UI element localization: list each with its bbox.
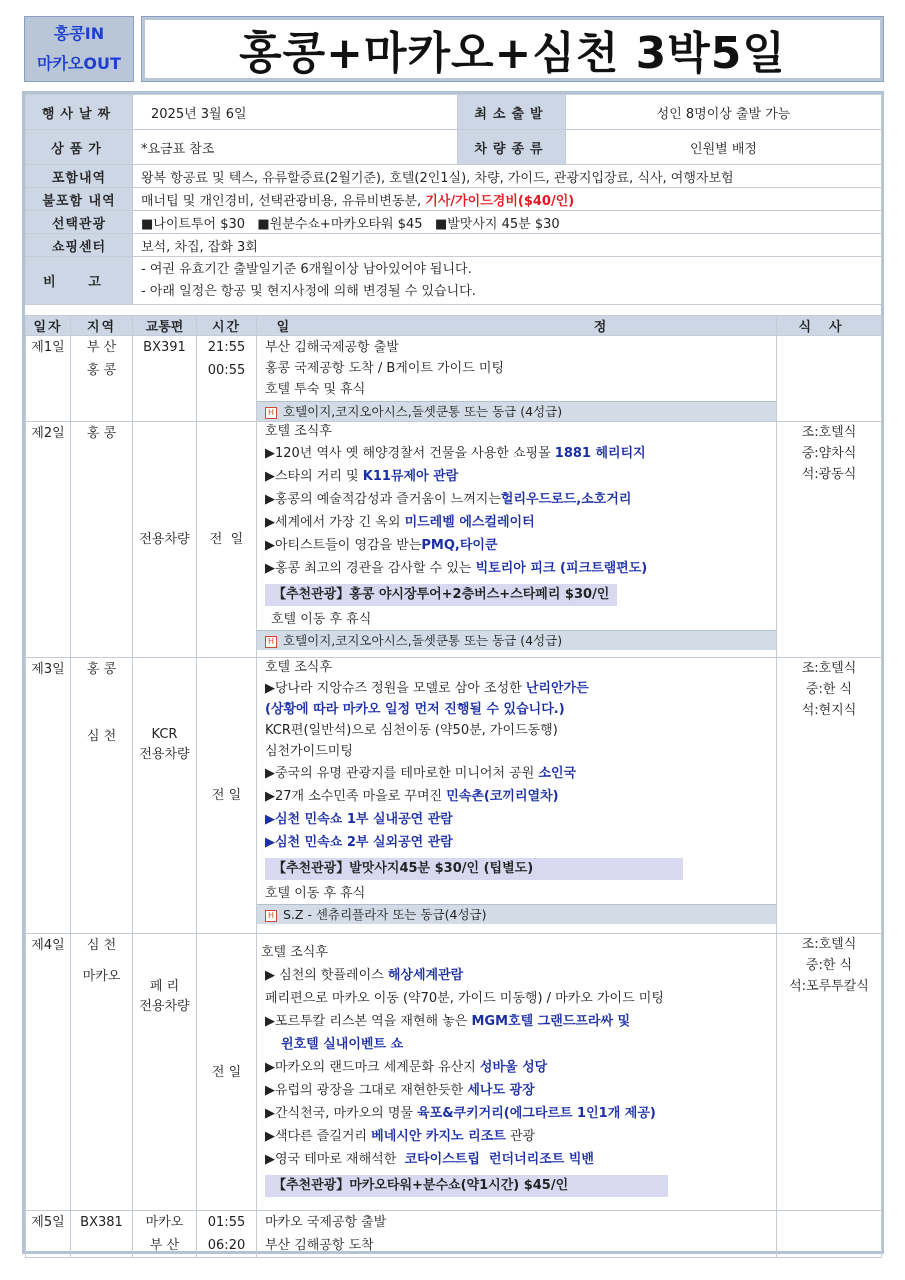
- highlight: 1881 헤리티지: [554, 446, 646, 461]
- page-title: 홍콩+마카오+심천 3박5일: [145, 20, 880, 78]
- highlight: 난리안가든: [525, 681, 589, 696]
- date-value: 2025년 3월 6일: [133, 95, 458, 130]
- flight-number: BX381: [80, 1215, 123, 1230]
- recommended-tour: 【추천관광】발맛사지45분 $30/인 (팁별도): [265, 858, 683, 880]
- schedule-line: ▶홍콩 최고의 경관을 감사할 수 있는 빅토리아 피크 (피크트램편도): [265, 561, 648, 576]
- schedule-line: ▶세계에서 가장 긴 옥외 미드레벨 에스컬레이터: [265, 515, 535, 530]
- day-label: 제5일: [31, 1215, 65, 1230]
- time: 전 일: [211, 788, 242, 803]
- min-departure-value: 성인 8명이상 출발 가능: [566, 95, 882, 130]
- info-row-shopping: [26, 234, 882, 257]
- time: 전 일: [209, 532, 244, 547]
- option-value: ■나이트투어 $30 ■원분수쇼+마카오타워 $45 ■발맛사지 45분 $30: [133, 211, 882, 234]
- schedule-line: ▶영국 테마로 재해석한 코타이스트립 런더너리조트 빅밴: [265, 1152, 594, 1167]
- schedule-line: 호텔 이동 후 휴식: [271, 612, 372, 627]
- vehicle-label: 차량종류: [458, 130, 566, 165]
- schedule-line: ▶포르투칼 리스본 역을 재현해 놓은 MGM호텔 그랜드프라싸 및: [265, 1014, 631, 1029]
- meal-dinner: 석:포루투칼식: [789, 979, 869, 994]
- region: 부 산: [86, 340, 117, 355]
- region: 홍 콩: [86, 662, 117, 677]
- recommended-tour: 【추천관광】마카오타워+분수쇼(약1시간) $45/인: [265, 1175, 668, 1197]
- day-label: 제3일: [31, 662, 65, 677]
- highlight: K11뮤제아 관람: [362, 469, 459, 484]
- hotel-info: [257, 904, 776, 924]
- highlight: MGM호텔 그랜드프라싸 및: [471, 1014, 631, 1029]
- day-row-4: [26, 934, 882, 1211]
- schedule-line: ▶색다른 즐길거리 베네시안 카지노 리조트 관광: [265, 1129, 536, 1144]
- highlight: 헐리우드로드,소호거리: [500, 492, 632, 507]
- date-label: 행사날짜: [26, 95, 133, 130]
- info-row-price: [26, 130, 882, 165]
- include-value: 왕복 항공료 및 텍스, 유류할증료(2월기준), 호텔(2인1실), 차량, 가이드, 관광지입장료, 식사, 여행자보험: [133, 165, 882, 188]
- schedule-line: ▶심천 민속쇼 2부 실외공연 관람: [265, 835, 453, 850]
- time: 전 일: [211, 1064, 242, 1080]
- schedule-line: ▶유럽의 광장을 그대로 재현한듯한 세나도 광장: [265, 1083, 535, 1098]
- meal-breakfast: 조:호텔식: [801, 661, 857, 676]
- day-row-3: [26, 658, 882, 934]
- highlight: 세나도 광장: [467, 1083, 535, 1098]
- page-title-box: [141, 16, 884, 82]
- hotel-name: 호텔이지,코지오아시스,돌셋쿤통 또는 동급 (4성급): [283, 633, 563, 648]
- meal-info: [777, 422, 881, 485]
- schedule-line: ▶스타의 거리 및 K11뮤제아 관람: [265, 469, 459, 484]
- schedule-line: 심천가이드미팅: [265, 744, 353, 759]
- meal-info: [777, 934, 881, 997]
- recommended-tour: 【추천관광】홍콩 야시장투어+2층버스+스타페리 $30/인: [265, 584, 617, 606]
- schedule-line: 마카오 국제공항 출발: [265, 1215, 387, 1230]
- time: 00:55: [207, 363, 246, 378]
- schedule-line: ▶아티스트들이 영감을 받는PMQ,타이쿤: [265, 538, 498, 553]
- region: 홍 콩: [86, 363, 117, 378]
- highlight: 소인국: [538, 766, 577, 781]
- info-row-include: [26, 165, 882, 188]
- day-row-2: [26, 422, 882, 658]
- region: 마카오: [82, 969, 121, 984]
- exclude-cell: [133, 188, 882, 211]
- hotel-name: S.Z - 센츄리플라자 또는 동급(4성급): [283, 907, 487, 922]
- shopping-value: 보석, 차집, 잡화 3회: [133, 234, 882, 257]
- schedule-line: ▶120년 역사 옛 해양경찰서 건물을 사용한 쇼핑몰 1881 헤리티지: [265, 446, 646, 461]
- vehicle-value: 인원별 배정: [566, 130, 882, 165]
- meal-info: [777, 658, 881, 721]
- hotel-icon: H: [265, 407, 277, 419]
- schedule-line: 호텔 조식후: [265, 424, 332, 439]
- highlight: 빅토리아 피크 (피크트램편도): [475, 561, 648, 576]
- route-badge-line1: 홍콩IN: [53, 24, 105, 43]
- schedule-line: 부산 김해공항 도착: [265, 1238, 374, 1253]
- info-table: [25, 94, 882, 305]
- schedule-line: 페리편으로 마카오 이동 (약70분, 가이드 미동행) / 마카오 가이드 미팅: [265, 991, 664, 1006]
- highlight: 베네시안 카지노 리조트: [371, 1129, 506, 1144]
- col-region: 지역: [71, 316, 133, 336]
- col-meal: 식사: [777, 316, 882, 336]
- schedule-line: ▶당나라 지앙슈즈 정원을 모델로 삼아 조성한 난리안가든: [265, 681, 589, 696]
- day-row-5: [26, 1211, 882, 1258]
- price-value: *요금표 참조: [133, 130, 458, 165]
- hotel-icon: H: [265, 636, 277, 648]
- schedule-line: 호텔 투숙 및 휴식: [265, 382, 366, 397]
- itinerary-header-row: [26, 316, 882, 336]
- schedule-line: ▶ 심천의 핫플레이스 해상세계관람: [265, 968, 464, 983]
- highlight: 민속촌(코끼리열차): [446, 789, 559, 804]
- meal-breakfast: 조:호텔식: [801, 937, 857, 952]
- meal-lunch: 중:한 식: [805, 682, 853, 697]
- info-row-note: [26, 257, 882, 305]
- hotel-icon: H: [265, 910, 277, 922]
- exclude-label: 불포함 내역: [26, 188, 133, 211]
- schedule-line: ▶중국의 유명 관광지를 테마로한 미니어처 공원 소인국: [265, 766, 577, 781]
- meal-breakfast: 조:호텔식: [801, 425, 857, 440]
- day-label: 제1일: [31, 340, 65, 355]
- highlight: 미드레벨 에스컬레이터: [404, 515, 535, 530]
- meal-dinner: 석:광동식: [801, 467, 857, 482]
- schedule-line: ▶간식천국, 마카오의 명물 육포&쿠키거리(에그타르트 1인1개 제공): [265, 1106, 656, 1121]
- min-departure-label: 최소출발: [458, 95, 566, 130]
- hotel-name: 호텔이지,코지오아시스,돌셋쿤통 또는 동급 (4성급): [283, 404, 563, 419]
- region: 홍 콩: [86, 426, 117, 441]
- option-label: 선택관광: [26, 211, 133, 234]
- time: 06:20: [207, 1238, 246, 1253]
- route-badge: [24, 16, 134, 82]
- col-transport: 교통편: [133, 316, 197, 336]
- transport: 페 리: [149, 979, 180, 994]
- region: 심 천: [86, 729, 117, 744]
- schedule-line: KCR편(일반석)으로 심천이동 (약50분, 가이드동행): [265, 723, 558, 738]
- meal-lunch: 중:얌차식: [801, 446, 857, 461]
- flight-number: BX391: [143, 340, 186, 355]
- schedule-line: ▶27개 소수민족 마을로 꾸며진 민속촌(코끼리열차): [265, 789, 559, 804]
- highlight: 코타이스트립 런더너리조트 빅밴: [404, 1152, 594, 1167]
- col-schedule: 일 정: [257, 316, 777, 336]
- info-row-option: [26, 211, 882, 234]
- note-label: 비 고: [26, 257, 133, 305]
- highlight: 해상세계관람: [387, 968, 464, 983]
- schedule-line: ▶심천 민속쇼 1부 실내공연 관람: [265, 812, 453, 827]
- hotel-info: [257, 630, 776, 650]
- note-line-2: - 아래 일정은 항공 및 현지사정에 의해 변경될 수 있습니다.: [141, 283, 476, 299]
- meal-lunch: 중:한 식: [805, 958, 853, 973]
- route-badge-line2: 마카오OUT: [37, 54, 121, 73]
- schedule-line: ▶홍콩의 예술적감성과 즐거움이 느껴지는헐리우드로드,소호거리: [265, 492, 632, 507]
- highlight: 육포&쿠키거리(에그타르트 1인1개 제공): [417, 1106, 656, 1121]
- region: 마카오: [145, 1215, 184, 1230]
- region: 부 산: [149, 1238, 180, 1253]
- schedule-line: 부산 김해국제공항 출발: [265, 340, 399, 355]
- schedule-line: 호텔 이동 후 휴식: [265, 886, 366, 901]
- hotel-info: [257, 401, 776, 421]
- schedule-line: 호텔 조식후: [265, 660, 332, 675]
- schedule-line: 윈호텔 실내이벤트 쇼: [281, 1037, 404, 1052]
- note-cell: [133, 257, 882, 305]
- info-row-date: [26, 95, 882, 130]
- schedule-line: 홍콩 국제공항 도착 / B게이트 가이드 미팅: [265, 361, 505, 376]
- meal-dinner: 석:현지식: [801, 703, 857, 718]
- schedule-line: 호텔 조식후: [261, 945, 328, 960]
- transport: KCR: [151, 727, 178, 742]
- itinerary-table: [25, 315, 882, 1258]
- schedule-notice: (상황에 따라 마카오 일정 먼저 진행될 수 있습니다.): [265, 702, 565, 717]
- highlight: PMQ,타이쿤: [421, 538, 498, 553]
- price-label: 상품가: [26, 130, 133, 165]
- time: 21:55: [207, 340, 246, 355]
- region: 심 천: [86, 938, 117, 953]
- transport: 전용차량: [139, 532, 190, 547]
- highlight: 성바울 성당: [479, 1060, 548, 1075]
- day-label: 제2일: [31, 426, 65, 441]
- info-row-exclude: [26, 188, 882, 211]
- note-line-1: - 여권 유효기간 출발일기준 6개월이상 남아있어야 됩니다.: [141, 261, 472, 277]
- day-label: 제4일: [31, 938, 65, 953]
- include-label: 포함내역: [26, 165, 133, 188]
- transport: 전용차량: [139, 999, 190, 1014]
- col-day: 일자: [26, 316, 71, 336]
- exclude-value: 매너팁 및 개인경비, 선택관광비용, 유류비변동분,: [141, 193, 426, 209]
- col-time: 시간: [197, 316, 257, 336]
- transport: 전용차량: [139, 747, 190, 762]
- exclude-guide-fee: 기사/가이드경비($40/인): [425, 193, 575, 209]
- schedule-line: ▶마카오의 랜드마크 세계문화 유산지 성바울 성당: [265, 1060, 548, 1075]
- shopping-label: 쇼핑센터: [26, 234, 133, 257]
- time: 01:55: [207, 1215, 246, 1230]
- day-row-1: [26, 336, 882, 422]
